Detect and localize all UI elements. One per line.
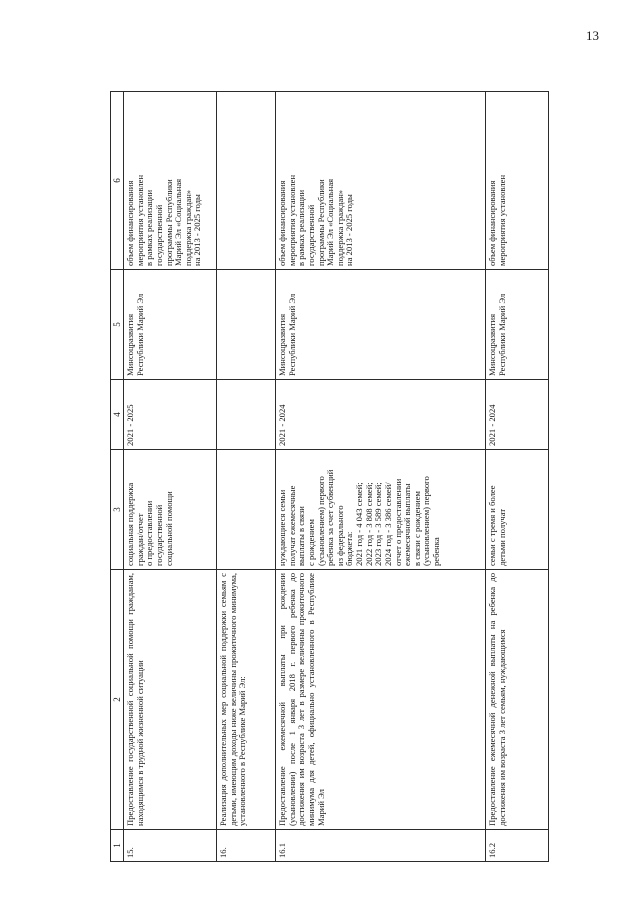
header-row bbox=[111, 92, 124, 862]
result-line: социальная поддержка bbox=[125, 482, 136, 566]
result-line: 2022 год - 3 808 семей; bbox=[363, 482, 374, 566]
executor-line: Минсоцразвития bbox=[487, 313, 498, 376]
header-col-1: 1 bbox=[111, 830, 124, 862]
result-line: из федерального bbox=[334, 505, 345, 566]
result-line: ежемесячной выплаты bbox=[402, 483, 413, 566]
measure-description: Предоставление государственной социальной помощи гражданам, находящимся в трудной жизненной ситуации bbox=[124, 570, 217, 830]
expected-result bbox=[276, 450, 486, 570]
result-line: детьми получат bbox=[496, 508, 507, 566]
page-number: 13 bbox=[586, 28, 599, 43]
result-line: (усыновлением) первого bbox=[315, 476, 326, 566]
measure-description: Реализация дополнительных мер социальной поддержки семьям с детьми, имеющим доходы ниже величины прожиточного минимума, установленного в Республике Марий Эл: bbox=[217, 570, 276, 830]
result-line: государственной bbox=[153, 504, 164, 566]
funding-line: программы Республики bbox=[163, 179, 174, 266]
result-line: социальной помощи bbox=[163, 491, 174, 566]
funding-line: мероприятия установлен bbox=[134, 174, 145, 266]
header-col-4: 4 bbox=[111, 380, 124, 450]
header-col-2: 2 bbox=[111, 570, 124, 830]
funding bbox=[217, 92, 276, 270]
table-row bbox=[217, 92, 276, 862]
executor-line: Республики Марий Эл bbox=[134, 293, 145, 376]
expected-result bbox=[217, 450, 276, 570]
funding-line: государственной bbox=[153, 204, 164, 266]
result-line: выплаты в связи bbox=[296, 506, 307, 566]
result-line: в связи с рождением bbox=[411, 491, 422, 566]
executor-line: Республики Марий Эл bbox=[496, 293, 507, 376]
funding-line: в рамках реализации bbox=[296, 189, 307, 266]
row-number: 16.1 bbox=[276, 830, 486, 862]
funding-line: мероприятия установлен bbox=[496, 174, 507, 266]
table-row bbox=[276, 92, 486, 862]
funding bbox=[124, 92, 217, 270]
executor-line: Минсоцразвития bbox=[277, 313, 288, 376]
result-line: 2023 год - 3 589 семей; bbox=[373, 482, 384, 566]
executor bbox=[124, 270, 217, 380]
result-line: ребенка за счет субвенций bbox=[325, 469, 336, 566]
result-line: 2024 год - 3 386 семей/ bbox=[382, 482, 393, 566]
executor-line: Республики Марий Эл bbox=[286, 293, 297, 376]
table-row bbox=[124, 92, 217, 862]
row-number: 16. bbox=[217, 830, 276, 862]
funding-line: государственной bbox=[305, 204, 316, 266]
table-row bbox=[486, 92, 549, 862]
funding-line: объем финансирования bbox=[125, 180, 136, 266]
measure-description: Предоставление ежемесячной денежной выплаты на ребенка до достижения им возраста 3 лет семьям, нуждающимся bbox=[486, 570, 549, 830]
funding-line: мероприятия установлен bbox=[286, 174, 297, 266]
result-line: с рождением bbox=[305, 519, 316, 566]
funding bbox=[486, 92, 549, 270]
funding-line: объем финансирования bbox=[487, 180, 498, 266]
funding-line: на 2013 - 2025 годы bbox=[192, 194, 203, 266]
funding-line: поддержка граждан» bbox=[334, 189, 345, 266]
result-line: нуждающиеся семьи bbox=[277, 489, 288, 566]
header-col-5: 5 bbox=[111, 270, 124, 380]
header-col-6: 6 bbox=[111, 92, 124, 270]
row-number: 16.2 bbox=[486, 830, 549, 862]
header-col-3: 3 bbox=[111, 450, 124, 570]
result-line: граждан/отчет bbox=[134, 513, 145, 566]
period: 2021 - 2024 bbox=[276, 380, 486, 450]
row-number: 15. bbox=[124, 830, 217, 862]
funding-line: поддержка граждан» bbox=[182, 189, 193, 266]
rotated-table-sheet bbox=[110, 92, 585, 862]
result-line: ребенка bbox=[431, 537, 442, 566]
measures-table bbox=[110, 91, 549, 862]
executor bbox=[217, 270, 276, 380]
funding-line: в рамках реализации bbox=[144, 189, 155, 266]
executor-line: Минсоцразвития bbox=[125, 313, 136, 376]
expected-result bbox=[486, 450, 549, 570]
funding-line: Марий Эл «Социальная bbox=[173, 178, 184, 266]
result-line: получат ежемесячные bbox=[286, 485, 297, 566]
funding-line: объем финансирования bbox=[277, 180, 288, 266]
executor bbox=[486, 270, 549, 380]
result-line: 2021 год - 4 043 семей; bbox=[354, 482, 365, 566]
result-line: семьи с тремя и более bbox=[487, 485, 498, 566]
period bbox=[217, 380, 276, 450]
executor bbox=[276, 270, 486, 380]
funding bbox=[276, 92, 486, 270]
expected-result bbox=[124, 450, 217, 570]
period: 2021 - 2024 bbox=[486, 380, 549, 450]
result-line: о предоставлении bbox=[144, 500, 155, 566]
funding-line: программы Республики bbox=[315, 179, 326, 266]
result-line: (усыновлением) первого bbox=[421, 476, 432, 566]
funding-line: Марий Эл «Социальная bbox=[325, 178, 336, 266]
measure-description: Предоставление ежемесячной выплаты при рождении (усыновлении) после 1 января 2018 г. первого ребенка до достижения им возраста 3 лет в размере величины прожиточного минимума для детей, официально установленного в Республике Марий Эл bbox=[276, 570, 486, 830]
result-line: отчет о предоставлении bbox=[392, 478, 403, 566]
funding-line: на 2013 - 2025 годы bbox=[344, 194, 355, 266]
period: 2021 - 2025 bbox=[124, 380, 217, 450]
result-line: бюджета: bbox=[344, 531, 355, 566]
